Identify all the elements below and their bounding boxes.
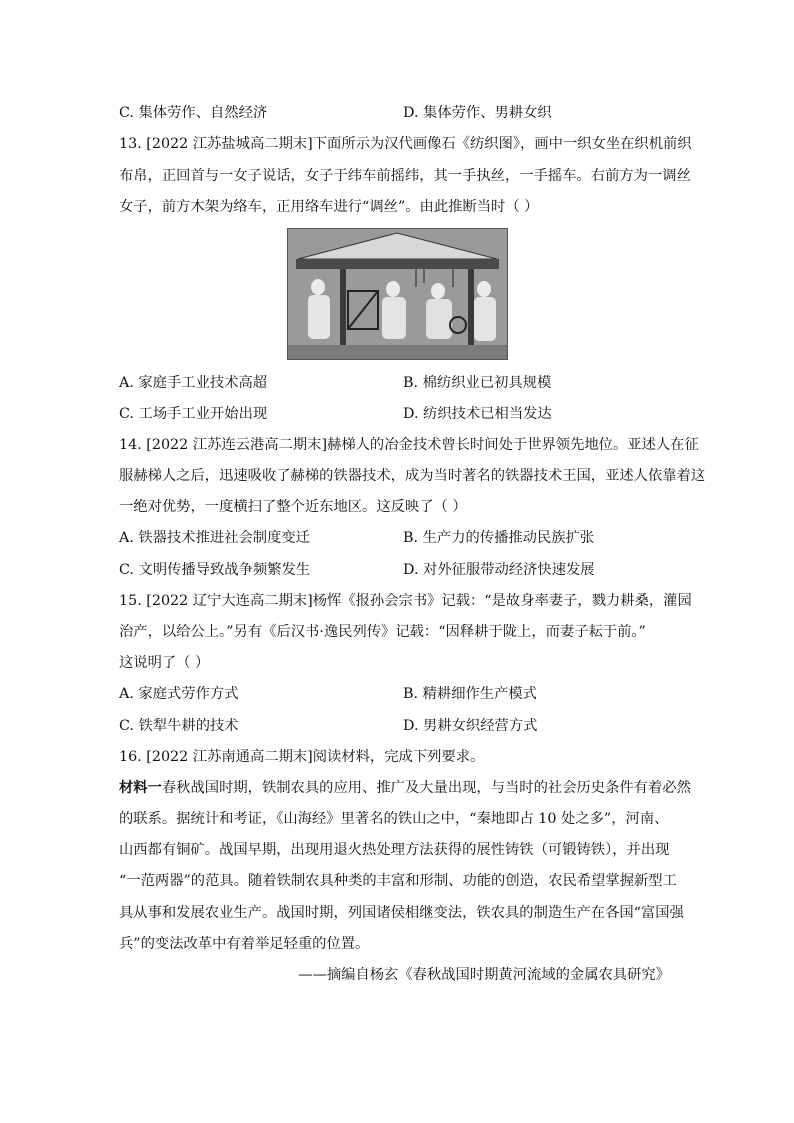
- weaving-relief-image: [287, 228, 508, 360]
- q13-option-a: A. 家庭手工业技术高超: [119, 375, 268, 391]
- q16-material-line5: 具从事和发展农业生产。战国时期，列国诸侯相继变法，铁农具的制造生产在各国“富国强: [119, 905, 684, 921]
- q13-option-c: C. 工场手工业开始出现: [119, 406, 268, 422]
- q15-stem-line1: 15. [2022 辽宁大连高二期末]杨恽《报孙会宗书》记载：“是故身率妻子，戮力耕桑，灌园: [119, 593, 692, 609]
- q14-stem-line2: 服赫梯人之后，迅速吸收了赫梯的铁器技术，成为当时著名的铁器技术王国，亚述人依靠着这: [119, 468, 706, 484]
- q16-stem: 16. [2022 江苏南通高二期末]阅读材料，完成下列要求。: [119, 749, 485, 765]
- q15-option-c: C. 铁犁牛耕的技术: [119, 718, 239, 734]
- q13-option-d: D. 纺织技术已相当发达: [403, 406, 552, 422]
- material-text: 春秋战国时期，铁制农具的应用、推广及大量出现，与当时的社会历史条件有着必然: [161, 780, 691, 796]
- q14-option-c: C. 文明传播导致战争频繁发生: [119, 562, 311, 578]
- q15-option-a: A. 家庭式劳作方式: [119, 686, 239, 702]
- q16-material-line2: 的联系。据统计和考证，《山海经》里著名的铁山之中，“秦地即占 10 处之多”，河南、: [119, 811, 669, 827]
- q16-material-line6: 兵”的变法改革中有着举足轻重的位置。: [119, 936, 370, 952]
- q16-material-line1: [119, 778, 691, 798]
- q14-option-d: D. 对外征服带动经济快速发展: [403, 562, 595, 578]
- q12-option-d: D. 集体劳作、男耕女织: [403, 105, 552, 121]
- q16-material-line3: 山西都有铜矿。战国早期，出现用退火热处理方法获得的展性铸铁（可锻铸铁），并出现: [119, 842, 670, 858]
- q14-stem-line3: 一绝对优势，一度横扫了整个近东地区。这反映了（ ）: [119, 499, 467, 515]
- q13-stem-line2: 布帛，正回首与一女子说话，女子于纬车前摇纬，其一手执丝，一手摇车。右前方为一调丝: [119, 168, 691, 184]
- q14-option-b: B. 生产力的传播推动民族扩张: [403, 530, 595, 546]
- q13-stem-line3: 女子，前方木架为络车，正用络车进行“调丝”。由此推断当时（ ）: [119, 199, 539, 215]
- q16-material-line4: “一范两器”的范具。随着铁制农具种类的丰富和形制、功能的创造，农民希望掌握新型工: [119, 873, 677, 889]
- q13-option-b: B. 棉纺织业已初具规模: [403, 375, 552, 391]
- q12-option-c: C. 集体劳作、自然经济: [119, 105, 268, 121]
- q15-stem-line2: 治产，以给公上。”另有《后汉书·逸民列传》记载：“因释耕于陇上，而妻子耘于前。”: [119, 624, 646, 640]
- q15-stem-line3: 这说明了（ ）: [119, 655, 210, 671]
- q16-source-citation: ——摘编自杨玄《春秋战国时期黄河流域的金属农具研究》: [298, 967, 670, 983]
- q15-option-b: B. 精耕细作生产模式: [403, 686, 537, 702]
- q13-stem-line1: 13. [2022 江苏盐城高二期末]下面所示为汉代画像石《纺织图》，画中一织女坐在织机前织: [119, 136, 692, 152]
- q15-option-d: D. 男耕女织经营方式: [403, 718, 538, 734]
- q14-option-a: A. 铁器技术推进社会制度变迁: [119, 530, 310, 546]
- material-label: 材料一: [119, 780, 162, 796]
- q14-stem-line1: 14. [2022 江苏连云港高二期末]赫梯人的冶金技术曾长时间处于世界领先地位。亚述人在征: [119, 437, 699, 453]
